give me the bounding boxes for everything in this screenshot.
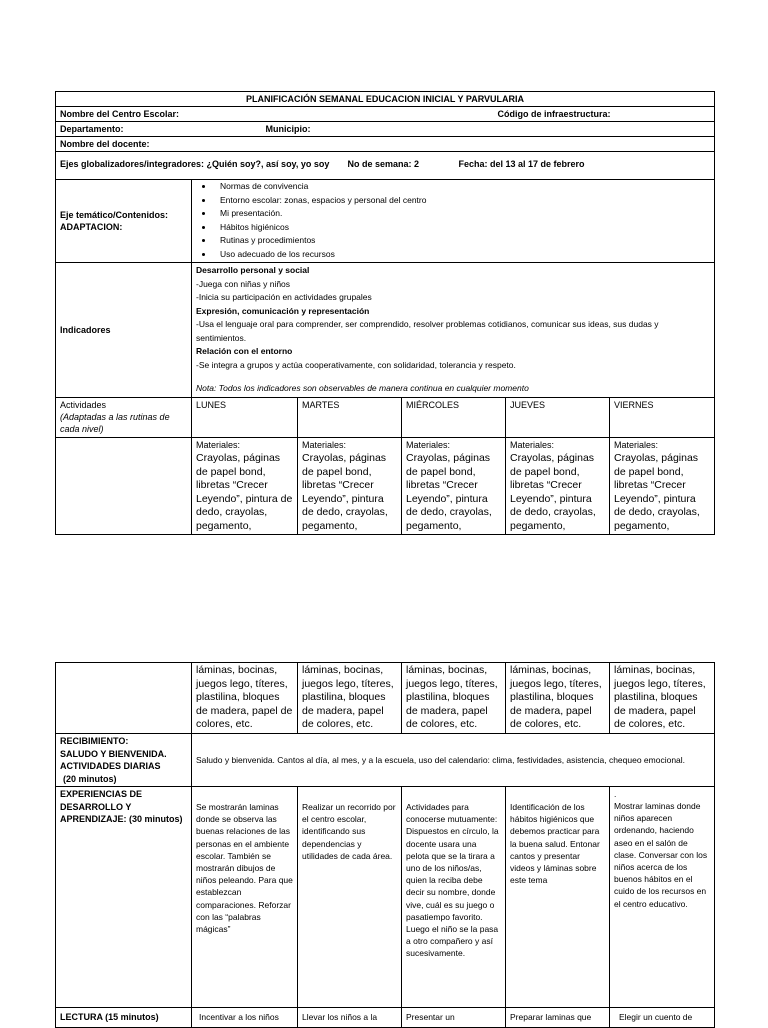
- list-item: • Uso adecuado de los recursos: [214, 248, 710, 262]
- day-header: VIERNES: [610, 397, 715, 437]
- eje-label: Eje temático/Contenidos:: [60, 210, 169, 220]
- empty-cell: [56, 663, 192, 734]
- indicador-line: -Juega con niñas y niños: [196, 278, 291, 289]
- actividades-label: Actividades: [60, 399, 107, 410]
- activity-miercoles: Actividades para conocerse mutuamente: Dispuestos en círculo, la docente usara una pelota que se la tirara a uno de los niños/as, quien la reciba debe decir su nombre, donde vive, cuál es su juego o pasatiempo favorito. Luego el niño se la pasa a otro compañero y así sucesivamente.: [402, 787, 506, 1008]
- eje-label-cell: [56, 180, 192, 263]
- recibimiento-label: [56, 734, 192, 787]
- materials-cell: láminas, bocinas, juegos lego, títeres, plastilina, bloques de madera, papel de colores, etc.: [298, 663, 402, 734]
- experiencias-line: DESARROLLO Y: [60, 801, 132, 812]
- school-row: [56, 107, 715, 122]
- ejes-text: Ejes globalizadores/integradores: ¿Quién soy?, así soy, yo soy: [60, 159, 330, 169]
- materials-cell: láminas, bocinas, juegos lego, títeres, plastilina, bloques de madera, papel de colores, etc.: [192, 663, 298, 734]
- indicador-line: -Se integra a grupos y actúa cooperativamente, con solidaridad, tolerancia y respeto.: [196, 359, 516, 370]
- muni-label: Municipio:: [265, 124, 311, 134]
- indicador-heading: Desarrollo personal y social: [196, 265, 310, 275]
- planning-table-top: [55, 91, 715, 535]
- recibimiento-line: SALUDO Y BIENVENIDA.: [60, 748, 167, 759]
- lectura-miercoles: Presentar un: [402, 1008, 506, 1028]
- indicador-line: -Usa el lenguaje oral para comprender, ser comprendido, resolver problemas cotidianos, comunicar sus ideas, sus dudas y sentimientos.: [196, 319, 659, 343]
- day-header: MIÉRCOLES: [402, 397, 506, 437]
- empty-cell: [56, 437, 192, 535]
- activity-lunes: Se mostrarán laminas donde se observa las buenas relaciones de las personas en el ambiente escolar. También se mostrarán dibujos de niños peleando. Para que establezcan comparaciones. Reforzar con las “palabras mágicas”: [192, 787, 298, 1008]
- lectura-martes: Llevar los niños a la: [298, 1008, 402, 1028]
- list-item: • Normas de convivencia: [214, 180, 710, 194]
- recibimiento-line: ACTIVIDADES DIARIAS: [60, 761, 161, 771]
- list-item: • Hábitos higiénicos: [214, 221, 710, 235]
- teacher-label: Nombre del docente:: [56, 137, 715, 152]
- semana-text: No de semana: 2: [347, 159, 420, 169]
- materials-text: Crayolas, páginas de papel bond, libretas “Crecer Leyendo”, pintura de dedo, crayolas, pegamento,: [302, 452, 388, 532]
- activity-viernes: [610, 787, 715, 1008]
- activity-jueves: Identificación de los hábitos higiénicos que debemos practicar para la buena salud. Entonar cantos y presentar videos y láminas sobre este tema: [506, 787, 610, 1008]
- indicador-heading: Expresión, comunicación y representación: [196, 305, 370, 316]
- actividades-sub: (Adaptadas a las rutinas de cada nivel): [60, 411, 170, 434]
- materials-label: Materiales:: [614, 439, 659, 450]
- dept-label: Departamento:: [60, 124, 124, 134]
- school-label: Nombre del Centro Escolar:: [60, 109, 180, 119]
- experiencias-line: EXPERIENCIAS DE: [60, 789, 143, 799]
- recibimiento-text: Saludo y bienvenida. Cantos al día, al mes, y a la escuela, uso del calendario: clima, festividades, asistencia, chequeo emocional.: [192, 734, 715, 787]
- day-header: MARTES: [298, 397, 402, 437]
- materials-label: Materiales:: [302, 439, 347, 450]
- experiencias-label: [56, 787, 192, 1008]
- materials-cell: [402, 437, 506, 535]
- lectura-lunes: Incentivar a los niños: [192, 1008, 298, 1028]
- indicador-heading: Relación con el entorno: [196, 346, 293, 356]
- fecha-text: Fecha: del 13 al 17 de febrero: [458, 159, 585, 169]
- infra-label: Código de infraestructura:: [497, 109, 611, 119]
- materials-label: Materiales:: [196, 439, 241, 450]
- indicadores-content: [192, 263, 715, 398]
- day-header: JUEVES: [506, 397, 610, 437]
- materials-cell: [610, 437, 715, 535]
- materials-label: Materiales:: [406, 439, 451, 450]
- list-item: • Rutinas y procedimientos: [214, 234, 710, 248]
- dept-row: [56, 122, 715, 137]
- recibimiento-line: (20 minutos): [63, 773, 117, 784]
- materials-text: Crayolas, páginas de papel bond, libretas “Crecer Leyendo”, pintura de dedo, crayolas, pegamento,: [510, 452, 596, 532]
- lectura-jueves: Preparar laminas que: [506, 1008, 610, 1028]
- materials-text: Crayolas, páginas de papel bond, libretas “Crecer Leyendo”, pintura de dedo, crayolas, pegamento,: [614, 452, 700, 532]
- ejes-row: [56, 152, 715, 180]
- indicador-note: Nota: Todos los indicadores son observables de manera continua en cualquier momento: [196, 383, 529, 393]
- materials-text: Crayolas, páginas de papel bond, libretas “Crecer Leyendo”, pintura de dedo, crayolas, pegamento,: [406, 452, 492, 532]
- eje-sublabel: ADAPTACION:: [60, 222, 123, 232]
- materials-cell: [298, 437, 402, 535]
- materials-cell: láminas, bocinas, juegos lego, títeres, plastilina, bloques de madera, papel de colores, etc.: [506, 663, 610, 734]
- lectura-label: LECTURA (15 minutos): [56, 1008, 192, 1028]
- list-item: • Entorno escolar: zonas, espacios y personal del centro: [214, 194, 710, 208]
- materials-cell: [192, 437, 298, 535]
- eje-content: [192, 180, 715, 263]
- list-item: • Mi presentación.: [214, 207, 710, 221]
- eje-list: [196, 180, 710, 261]
- lectura-viernes: Elegir un cuento de: [610, 1008, 715, 1028]
- activity-viernes-text: Mostrar laminas donde niños aparecen ordenando, haciendo aseo en el salón de clase. Conversar con los niños acerca de los buenos hábitos en el cuido de los recursos en el centro educativo.: [614, 801, 708, 909]
- actividades-label-cell: [56, 397, 192, 437]
- day-header: LUNES: [192, 397, 298, 437]
- planning-table-bottom: [55, 662, 715, 1028]
- materials-label: Materiales:: [510, 439, 555, 450]
- activity-martes: Realizar un recorrido por el centro escolar, identificando sus dependencias y utilidades de cada área.: [298, 787, 402, 1008]
- indicador-line: -Inicia su participación en actividades grupales: [196, 292, 372, 302]
- recibimiento-line: RECIBIMIENTO:: [60, 736, 129, 746]
- experiencias-line: APRENDIZAJE: (30 minutos): [60, 814, 183, 824]
- activity-dot: .: [614, 789, 617, 799]
- materials-cell: [506, 437, 610, 535]
- materials-text: Crayolas, páginas de papel bond, libretas “Crecer Leyendo”, pintura de dedo, crayolas, pegamento,: [196, 452, 293, 532]
- materials-cell: láminas, bocinas, juegos lego, títeres, plastilina, bloques de madera, papel de colores, etc.: [610, 663, 715, 734]
- materials-cell: láminas, bocinas, juegos lego, títeres, plastilina, bloques de madera, papel de colores, etc.: [402, 663, 506, 734]
- page-title: PLANIFICACIÓN SEMANAL EDUCACION INICIAL Y PARVULARIA: [56, 92, 715, 107]
- indicadores-label: Indicadores: [56, 263, 192, 398]
